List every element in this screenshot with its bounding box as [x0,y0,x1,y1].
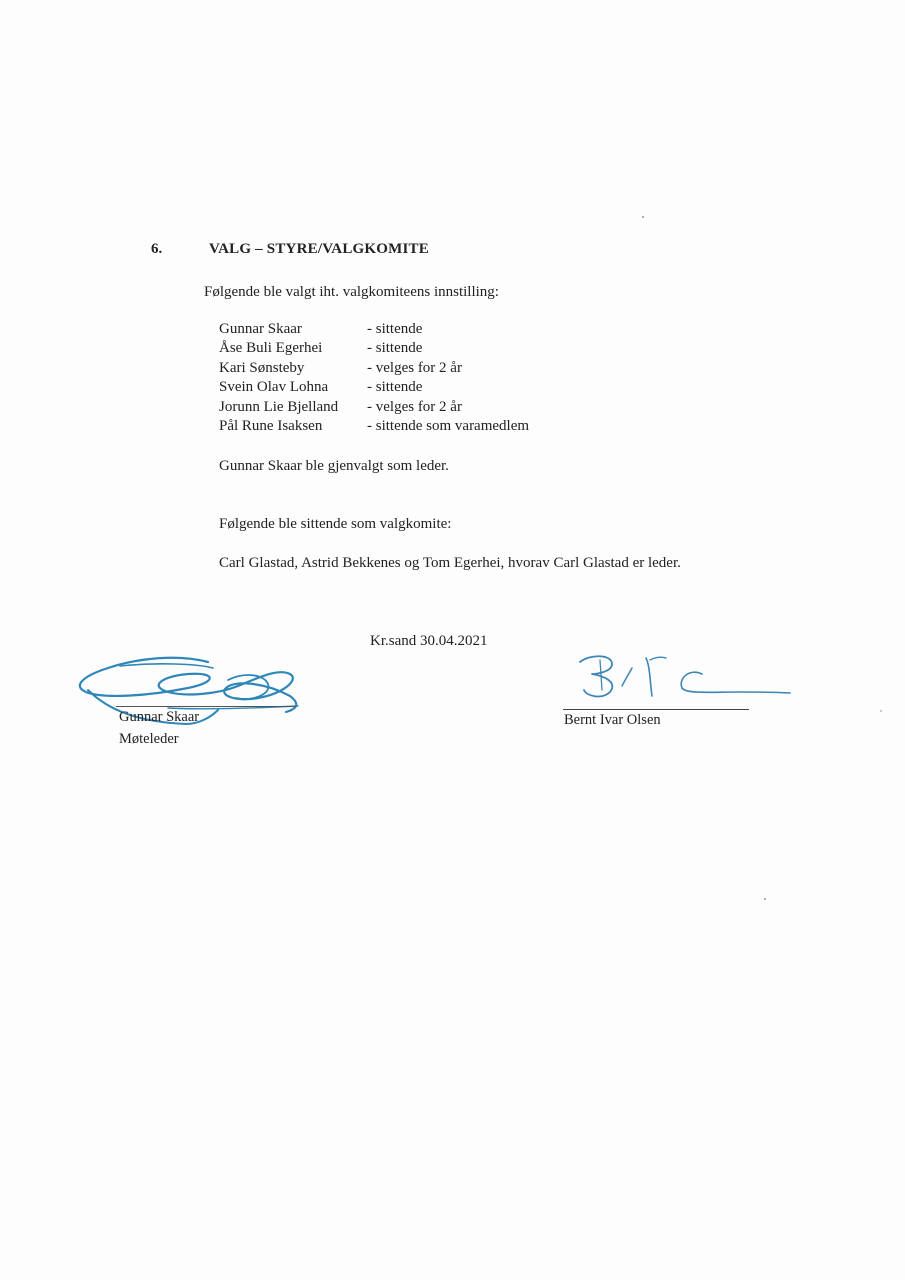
section-number: 6. [151,241,163,257]
signer-left-name: Gunnar Skaar [119,709,200,725]
signature-line-left [116,706,296,707]
scan-speck [764,898,766,900]
scan-speck [880,710,882,712]
board-member-row [219,320,529,339]
board-member-name: Pål Rune Isaksen [219,418,323,435]
signature-right-ink [580,656,790,696]
board-member-status: - velges for 2 år [367,359,462,376]
election-intro: Følgende ble valgt iht. valgkomiteens innstilling: [204,284,499,300]
board-member-name: Kari Sønsteby [219,359,305,376]
place-date: Kr.sand 30.04.2021 [370,633,488,649]
board-member-status: - sittende [367,321,423,337]
committee-members: Carl Glastad, Astrid Bekkenes og Tom Egerhei, hvorav Carl Glastad er leder. [219,555,681,571]
board-member-name: Svein Olav Lohna [219,379,329,396]
signer-left-role: Møteleder [119,731,179,747]
board-member-status: - sittende [367,379,423,396]
board-member-status: - sittende som varamedlem [367,418,530,435]
signer-right-name: Bernt Ivar Olsen [564,712,661,728]
board-member-status: - velges for 2 år [367,398,462,415]
committee-intro: Følgende ble sittende som valgkomite: [219,516,452,532]
board-member-row [219,398,529,417]
board-member-name: Åse Buli Egerhei [219,340,323,357]
board-member-row [219,339,529,358]
section-title: VALG – STYRE/VALGKOMITE [209,241,429,257]
signature-line-right [563,709,749,710]
board-member-name: Gunnar Skaar [219,321,302,337]
board-member-list [219,320,529,436]
leader-statement: Gunnar Skaar ble gjenvalgt som leder. [219,458,449,474]
board-member-row [219,359,529,378]
scan-speck [642,216,644,218]
board-member-name: Jorunn Lie Bjelland [219,398,339,415]
board-member-row [219,378,529,397]
board-member-row [219,417,529,436]
board-member-status: - sittende [367,340,423,357]
signature-right [570,648,795,708]
